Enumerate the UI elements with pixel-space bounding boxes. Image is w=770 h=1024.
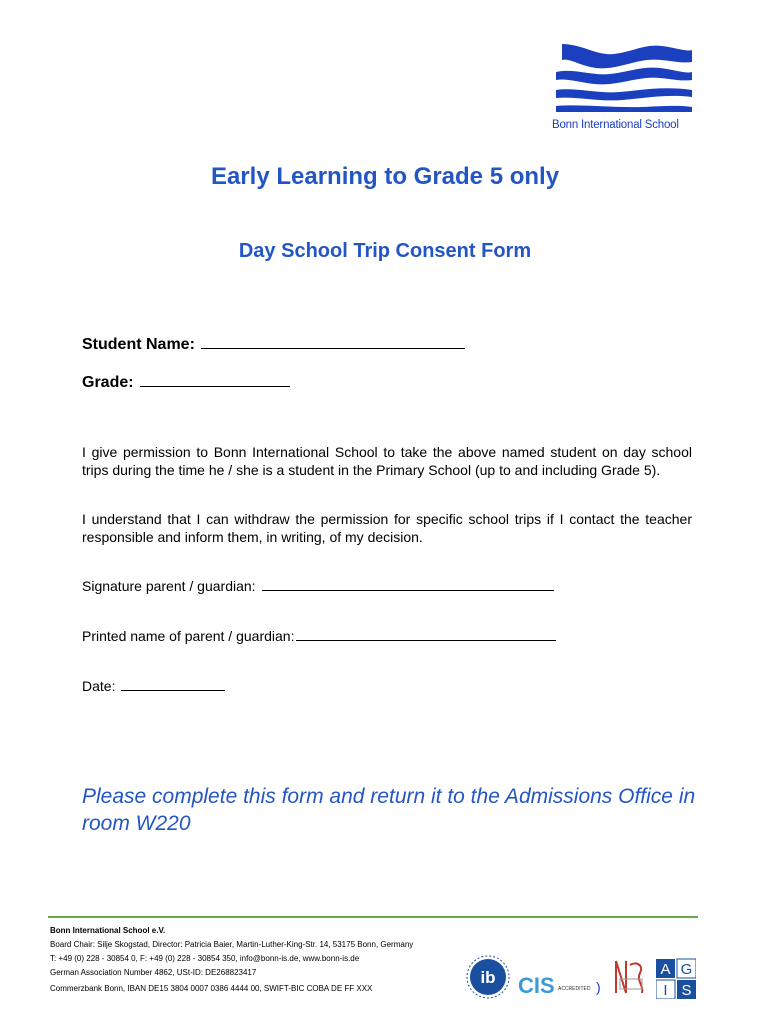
nesa-logo-icon (612, 955, 648, 999)
permission-paragraph: I give permission to Bonn International School to take the above named student on day school trips during the time he / she is a student in the Primary School (up to and including Grade 5). (82, 444, 692, 478)
date-label: Date: (82, 678, 116, 694)
student-name-field[interactable] (82, 336, 465, 354)
agis-logo-icon (656, 955, 696, 999)
agis-letter-a: A (660, 961, 671, 978)
school-logo (552, 42, 700, 131)
waves-logo-icon (552, 42, 697, 114)
printed-name-field[interactable] (82, 628, 556, 644)
grade-line[interactable] (140, 385, 290, 387)
agis-letter-g: G (680, 961, 693, 978)
form-title: Day School Trip Consent Form (238, 240, 532, 262)
date-line[interactable] (121, 689, 225, 691)
cis-logo-icon (516, 955, 606, 999)
cis-accredited-text: ACCREDITED (558, 986, 591, 992)
signature-field[interactable] (82, 578, 554, 594)
signature-line[interactable] (262, 589, 554, 591)
cis-logo (516, 955, 606, 999)
footer-line-4: Commerzbank Bonn, IBAN DE15 3804 0007 0386 4444 00, SWIFT-BIC COBA DE FF XXX (50, 984, 373, 993)
return-instructions: Please complete this form and return it to the Admissions Office in room W220 (82, 785, 696, 835)
footer-line-2: T: +49 (0) 228 - 30854 0, F: +49 (0) 228 - 30854 350, info@bonn-is.de, www.bonn-is.de (50, 954, 360, 963)
student-name-label: Student Name: (82, 336, 195, 353)
logo-caption: Bonn International School (552, 119, 679, 131)
withdraw-paragraph: I understand that I can withdraw the permission for specific school trips if I contact the teacher responsible and inform them, in writing, of my decision. (82, 511, 692, 545)
page-title: Early Learning to Grade 5 only (210, 163, 560, 190)
footer-divider (48, 916, 698, 918)
footer-org: Bonn International School e.V. (50, 926, 166, 935)
grade-label: Grade: (82, 374, 134, 391)
nesa-logo (612, 955, 648, 999)
footer-line-3: German Association Number 4862, USt-ID: DE268823417 (50, 968, 257, 977)
footer-line-1: Board Chair: Silje Skogstad, Director: Patricia Baier, Martin-Luther-King-Str. 14, 53175 Bonn, Germany (50, 940, 414, 949)
date-field[interactable] (82, 678, 225, 694)
agis-letter-s: S (681, 982, 692, 999)
agis-letter-i: I (663, 982, 668, 999)
ib-logo (466, 955, 510, 999)
grade-field[interactable] (82, 374, 290, 392)
ib-text: ib (480, 968, 496, 987)
student-name-line[interactable] (201, 347, 465, 349)
agis-logo (656, 955, 696, 999)
svg-text:): ) (596, 979, 601, 995)
signature-label: Signature parent / guardian: (82, 578, 256, 594)
ib-logo-icon (466, 955, 510, 999)
printed-name-line[interactable] (296, 639, 556, 641)
cis-text: CIS (518, 973, 555, 998)
printed-name-label: Printed name of parent / guardian: (82, 628, 295, 644)
